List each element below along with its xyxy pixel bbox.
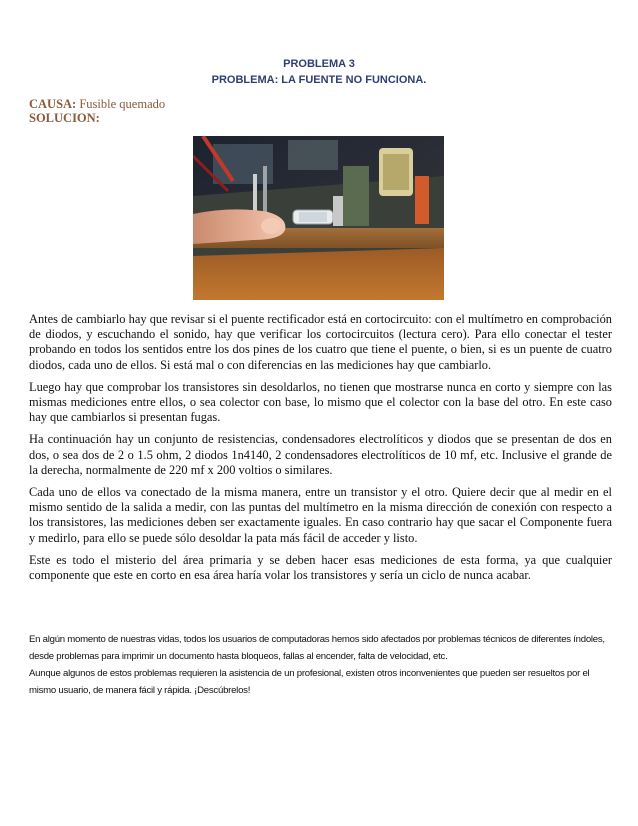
footer-paragraph: En algún momento de nuestras vidas, todos los usuarios de computadoras hemos sido afectados por problemas técnicos de diferentes índoles, desde problemas para imprimir un documento hasta bloqueos, fallas al encender, falta de velocidad, etc. <box>29 634 605 662</box>
problem-meta <box>29 97 165 125</box>
paragraph: Este es todo el misterio del área primaria y se deben hacer esas mediciones de esta forma, ya que cualquier componente que este en corto en esa área haría volar los transistores y sería un ciclo de nunca acabar. <box>29 552 612 583</box>
causa-line <box>29 97 165 111</box>
footer-note <box>29 631 612 699</box>
solucion-label: SOLUCION: <box>29 111 100 125</box>
problem-number: PROBLEMA 3 <box>283 58 355 70</box>
footer-paragraph: Aunque algunos de estos problemas requieren la asistencia de un profesional, existen otros inconvenientes que pueden ser resueltos por el mismo usuario, de manera fácil y rápida. ¡Descúbrelos! <box>29 668 590 696</box>
solution-body <box>29 312 612 590</box>
circuit-board-photo <box>193 136 444 300</box>
causa-label: CAUSA: <box>29 97 77 111</box>
paragraph: Luego hay que comprobar los transistores sin desoldarlos, no tienen que mostrarse nunca en corto y siempre con las mismas mediciones entre ellos, o sea colector con base, lo mismo que el colector con la base del otro. En este caso hay que cambiarlos si presentan fugas. <box>29 379 612 425</box>
paragraph: Cada uno de ellos va conectado de la misma manera, entre un transistor y el otro. Quiere decir que al medir en el mismo sentido de la salida a medir, con las puntas del multímetro en la misma dirección de conexión con respecto a los transistores, las mediciones deben ser exactamente iguales. En caso contrario hay que sacar el Componente fuera y medirlo, para ello se puede sólo desoldar la pata más fácil de acceder y listo. <box>29 485 612 545</box>
paragraph: Ha continuación hay un conjunto de resistencias, condensadores electrolíticos y diodos que se presentan de dos en dos, o sea dos de 2 o 1.5 ohm, 2 diodos 1n4140, 2 condensadores electrolíticos de 10 mf, etc. Inclusive el grande de la derecha, normalmente de 220 mf x 200 voltios o similares. <box>29 432 612 477</box>
paragraph: Antes de cambiarlo hay que revisar si el puente rectificador está en cortocircuito: con el multímetro en comprobación de diodos, y escuchando el sonido, hay que verificar los cortocircuitos (lectura cero). Para ello conectar el tester probando en todos los sentidos entre los dos pines de los cuatro que tiene el puente, o bien, si es un puente de cuatro diodos, cada uno de ellos. Si está mal o con diferencias en las mediciones hay que cambiarlo. <box>29 312 612 372</box>
problem-title: PROBLEMA: LA FUENTE NO FUNCIONA. <box>211 74 427 86</box>
document-header <box>0 58 638 90</box>
circuit-board-photo-drawing <box>193 136 444 300</box>
causa-value: Fusible quemado <box>79 97 166 111</box>
